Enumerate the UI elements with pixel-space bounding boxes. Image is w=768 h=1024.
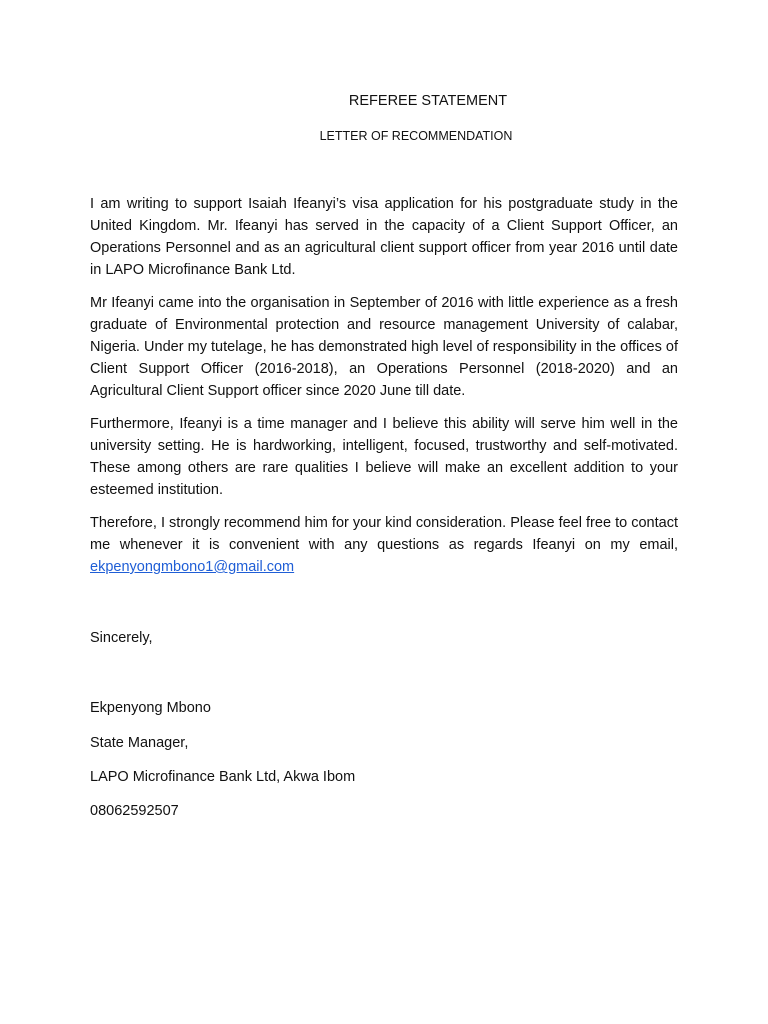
paragraph-qualities: Furthermore, Ifeanyi is a time manager and I believe this ability will serve him well in the university setting. He is hardworking, intelligent, focused, trustworthy and self-motivated. These among others are rare qualities I believe will make an excellent addition to your esteemed institution. <box>90 416 678 498</box>
recommendation-text: Therefore, I strongly recommend him for your kind consideration. Please feel free to contact me whenever it is convenient with any questions as regards Ifeanyi on my email, <box>90 515 678 553</box>
signature-organization: LAPO Microfinance Bank Ltd, Akwa Ibom <box>90 769 356 785</box>
signature-phone: 08062592507 <box>90 803 179 819</box>
email-link[interactable]: ekpenyongmbono1@gmail.com <box>90 559 295 575</box>
signature-position: State Manager, <box>90 735 189 751</box>
document-title: REFEREE STATEMENT <box>348 93 508 109</box>
signature-name: Ekpenyong Mbono <box>90 700 211 716</box>
paragraph-experience: Mr Ifeanyi came into the organisation in September of 2016 with little experience as a fresh graduate of Environmental protection and resource management University of calabar, Nigeria. Under my tutelage, he has demonstrated high level of responsibility in the offices of Client Support Officer (2016-2018), an Operations Personnel (2018-2020) and an Agricultural Client Support officer since 2020 June till date. <box>90 295 678 399</box>
closing-line: Sincerely, <box>90 630 153 646</box>
paragraph-recommendation <box>90 512 678 578</box>
document-subtitle: LETTER OF RECOMMENDATION <box>319 129 513 143</box>
letter-body <box>90 193 678 589</box>
paragraph-intro: I am writing to support Isaiah Ifeanyi’s visa application for his postgraduate study in the United Kingdom. Mr. Ifeanyi has served in the capacity of a Client Support Officer, an Operations Personnel and as an agricultural client support officer from year 2016 until date in LAPO Microfinance Bank Ltd. <box>90 196 678 278</box>
